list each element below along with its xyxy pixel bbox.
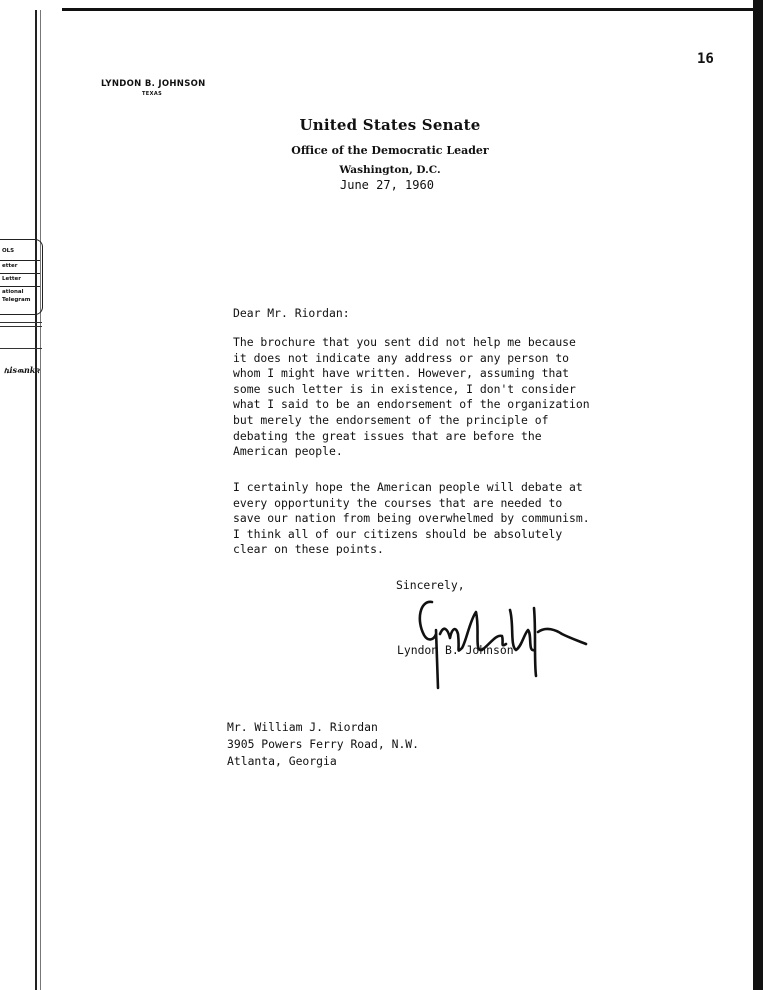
closing: Sincerely,: [396, 578, 465, 592]
scan-border-left-inner: [40, 10, 41, 990]
sender-name: LYNDON B. JOHNSON: [101, 79, 206, 89]
margin-stamp: [0, 239, 43, 315]
sender-state: TEXAS: [142, 91, 163, 97]
stamp-row: ational: [2, 289, 24, 295]
letter-date: June 27, 1960: [340, 178, 434, 192]
stamp-rule: [0, 322, 42, 323]
stamp-row: Letter: [2, 276, 21, 282]
scan-border-top: [62, 8, 763, 11]
page-number: 16: [697, 51, 714, 67]
stamp-divider: [0, 260, 40, 261]
scan-border-right: [753, 0, 763, 990]
recipient-city: Atlanta, Georgia: [227, 754, 337, 768]
letterhead-office: Office of the Democratic Leader: [291, 144, 489, 157]
stamp-rule: [0, 348, 42, 349]
stamp-row: etter: [2, 263, 18, 269]
recipient-name: Mr. William J. Riordan: [227, 720, 378, 734]
stamp-divider: [0, 286, 40, 287]
handwritten-signature: [410, 590, 590, 690]
body-paragraph: The brochure that you sent did not help me because it does not indicate any address or any person to whom I might have written. However, assuming that some such letter is in existence, I don't consider what I said to be an endorsement of the organization but merely the endorsement of the principle of debating the great issues that are before the American people.: [233, 335, 590, 459]
stamp-row: OLS: [2, 248, 15, 254]
signer-name: Lyndon B. Johnson: [397, 643, 514, 657]
scan-border-left: [35, 10, 37, 990]
margin-handwritten-note: ኬisዉnkꝛ: [4, 365, 40, 375]
recipient-street: 3905 Powers Ferry Road, N.W.: [227, 737, 420, 751]
body-paragraph: I certainly hope the American people will debate at every opportunity the courses that are needed to save our nation from being overwhelmed by communism. I think all of our citizens should be absolutely clear on these points.: [233, 480, 590, 557]
salutation: Dear Mr. Riordan:: [233, 306, 350, 320]
recipient-address: [227, 719, 419, 770]
letterhead-city: Washington, D.C.: [339, 164, 441, 176]
stamp-divider: [0, 273, 40, 274]
letterhead-title: United States Senate: [299, 116, 481, 134]
stamp-rule: [0, 326, 42, 327]
stamp-row: Telegram: [2, 297, 31, 303]
